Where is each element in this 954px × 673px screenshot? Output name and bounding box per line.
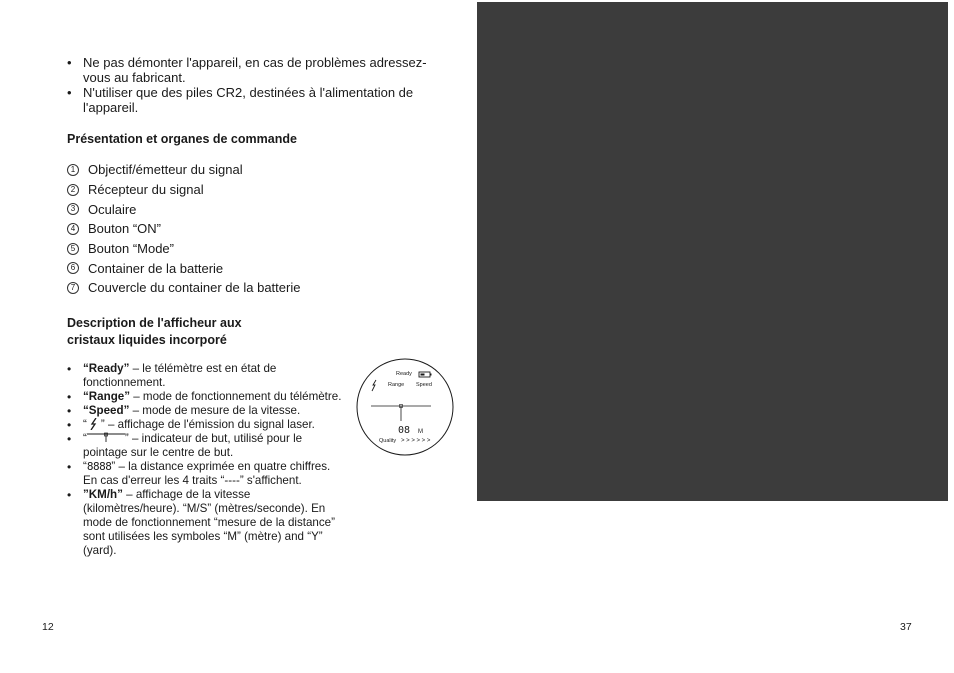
description: – mode de mesure de la vitesse.: [129, 404, 301, 417]
list-item: [67, 390, 342, 404]
lcd-quality-arrows: > > > > > >: [401, 438, 431, 444]
description: – mode de fonctionnement du télémètre.: [130, 390, 342, 403]
laser-icon: [89, 418, 99, 430]
lcd-speed-label: Speed: [416, 382, 432, 388]
list-item: [67, 160, 367, 180]
page-number-left: 12: [42, 621, 54, 633]
term: “Range”: [83, 390, 131, 403]
part-label: Récepteur du signal: [88, 182, 204, 198]
list-item: [67, 488, 342, 558]
part-label: Bouton “ON”: [88, 221, 161, 237]
number-circle: 4: [67, 223, 79, 235]
section-heading-display: [67, 315, 242, 349]
number-circle: 5: [67, 243, 79, 255]
list-item: • “ ” – affichage de l'émission du signal laser.: [67, 418, 342, 432]
list-item: [67, 180, 367, 200]
lcd-distance-value: 08: [398, 425, 411, 436]
list-item: • Ne pas démonter l'appareil, en cas de problèmes adressez-vous au fabricant.: [67, 55, 447, 85]
list-item: [67, 219, 367, 239]
number-circle: 7: [67, 282, 79, 294]
list-item: [67, 404, 342, 418]
crosshair-icon: [87, 432, 125, 442]
part-label: Objectif/émetteur du signal: [88, 162, 243, 178]
list-item: [67, 199, 367, 219]
number-circle: 2: [67, 184, 79, 196]
list-item: [67, 239, 367, 259]
number-circle: 1: [67, 164, 79, 176]
term: ”KM/h”: [83, 488, 123, 501]
lcd-range-label: Range: [388, 382, 405, 388]
display-description-list: [67, 362, 342, 558]
list-item: • N'utiliser que des piles CR2, destinées à l'alimentation de l'appareil.: [67, 85, 447, 115]
number-circle: 3: [67, 203, 79, 215]
page-number-right: 37: [900, 621, 912, 633]
part-label: Container de la batterie: [88, 260, 224, 276]
list-item: • “ ” – indicateur de but, utilisé pour le pointage sur le centre de but.: [67, 432, 342, 460]
lcd-ready-label: Ready: [396, 371, 412, 377]
digits-glyph: 8888: [86, 460, 112, 473]
number-circle: 6: [67, 262, 79, 274]
part-label: Oculaire: [88, 201, 137, 217]
section-heading-controls: Présentation et organes de commande: [67, 132, 297, 146]
heading-line: cristaux liquides incorporé: [67, 333, 227, 347]
term: “Ready”: [83, 362, 130, 375]
lcd-display-diagram: [352, 358, 460, 460]
list-item: [67, 278, 367, 298]
part-label: Couvercle du container de la batterie: [88, 280, 301, 296]
parts-list: [67, 160, 367, 298]
list-item: • “8888” – la distance exprimée en quatre chiffres. En cas d'erreur les 4 traits “----” s'affichent.: [67, 460, 342, 488]
description: – affichage de la vitesse (kilomètres/heure). “M/S” (mètres/seconde). En mode de fonctionnement “mesure de la distance” sont utilisées les symboles “M” (mètre) and “Y” (yard).: [83, 488, 335, 557]
heading-line: Description de l'afficheur aux: [67, 316, 242, 330]
lcd-unit: M: [418, 429, 423, 435]
dark-image-panel: [477, 2, 948, 501]
list-item: [67, 362, 342, 390]
description: – le télémètre est en état de fonctionnement.: [83, 362, 277, 389]
intro-bullets: [67, 55, 447, 115]
list-item: [67, 258, 367, 278]
term: “Speed”: [83, 404, 130, 417]
lcd-quality-label: Quality: [379, 438, 397, 444]
part-label: Bouton “Mode”: [88, 241, 174, 257]
